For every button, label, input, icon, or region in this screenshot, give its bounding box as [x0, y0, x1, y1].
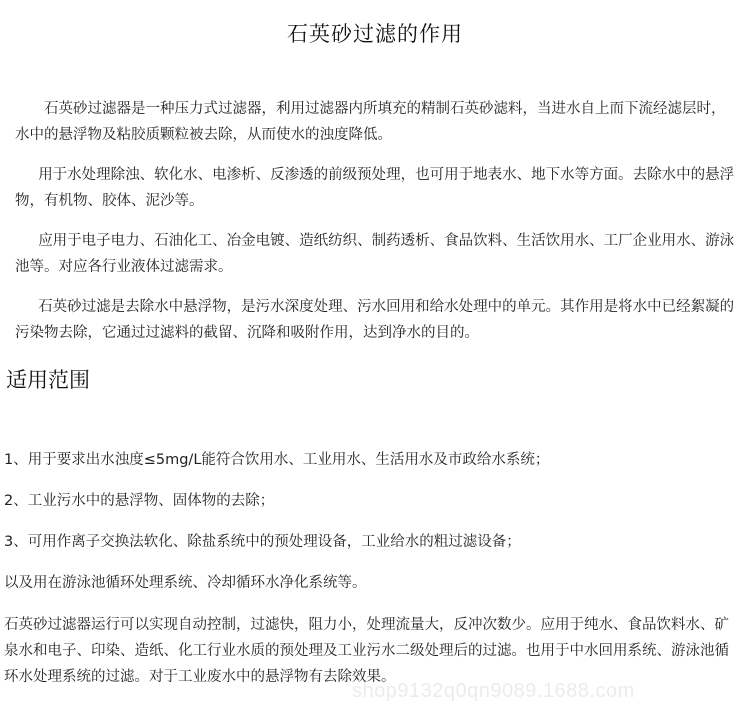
document-title: 石英砂过滤的作用: [287, 22, 463, 46]
scope-item: 以及用在游泳池循环处理系统、冷却循环水净化系统等。: [4, 575, 367, 591]
paragraph-pretreatment: 用于水处理除浊、软化水、电渗析、反渗透的前级预处理，也可用于地表水、地下水等方面。去除水中的悬浮物，有机物、胶体、泥沙等。: [15, 167, 735, 209]
paragraph-intro: 石英砂过滤器是一种压力式过滤器，利用过滤器内所填充的精制石英砂滤料，当进水自上而下流经滤层时，水中的悬浮物及粘胶质颗粒被去除，从而使水的浊度降低。: [15, 101, 726, 143]
paragraph-function: 石英砂过滤是去除水中悬浮物，是污水深度处理、污水回用和给水处理中的单元。其作用是将水中已经絮凝的污染物去除，它通过过滤料的截留、沉降和吸附作用，达到净水的目的。: [15, 299, 735, 341]
scope-item: 1、用于要求出水浊度≤5mg/L能符合饮用水、工业用水、生活用水及市政给水系统；: [4, 452, 550, 468]
scope-item: 2、工业污水中的悬浮物、固体物的去除；: [4, 493, 275, 509]
paragraph-closing: 石英砂过滤器运行可以实现自动控制，过滤快，阻力小，处理流量大，反冲次数少。应用于纯水、食品饮料水、矿泉水和电子、印染、造纸、化工行业水质的预处理及工业污水二级处理后的过滤。也用于中水回用系统、游泳池循环水处理系统的过滤。对于工业废水中的悬浮物有去除效果。: [4, 617, 729, 685]
section-heading-scope: 适用范围: [6, 368, 90, 392]
scope-item: 3、可用作离子交换法软化、除盐系统中的预处理设备，工业给水的粗过滤设备；: [4, 534, 521, 550]
paragraph-applications: 应用于电子电力、石油化工、冶金电镀、造纸纺织、制药透析、食品饮料、生活饮用水、工厂企业用水、游泳池等。对应各行业液体过滤需求。: [15, 233, 735, 275]
shop-watermark: shop9132q0qn9089.1688.com: [352, 680, 635, 702]
